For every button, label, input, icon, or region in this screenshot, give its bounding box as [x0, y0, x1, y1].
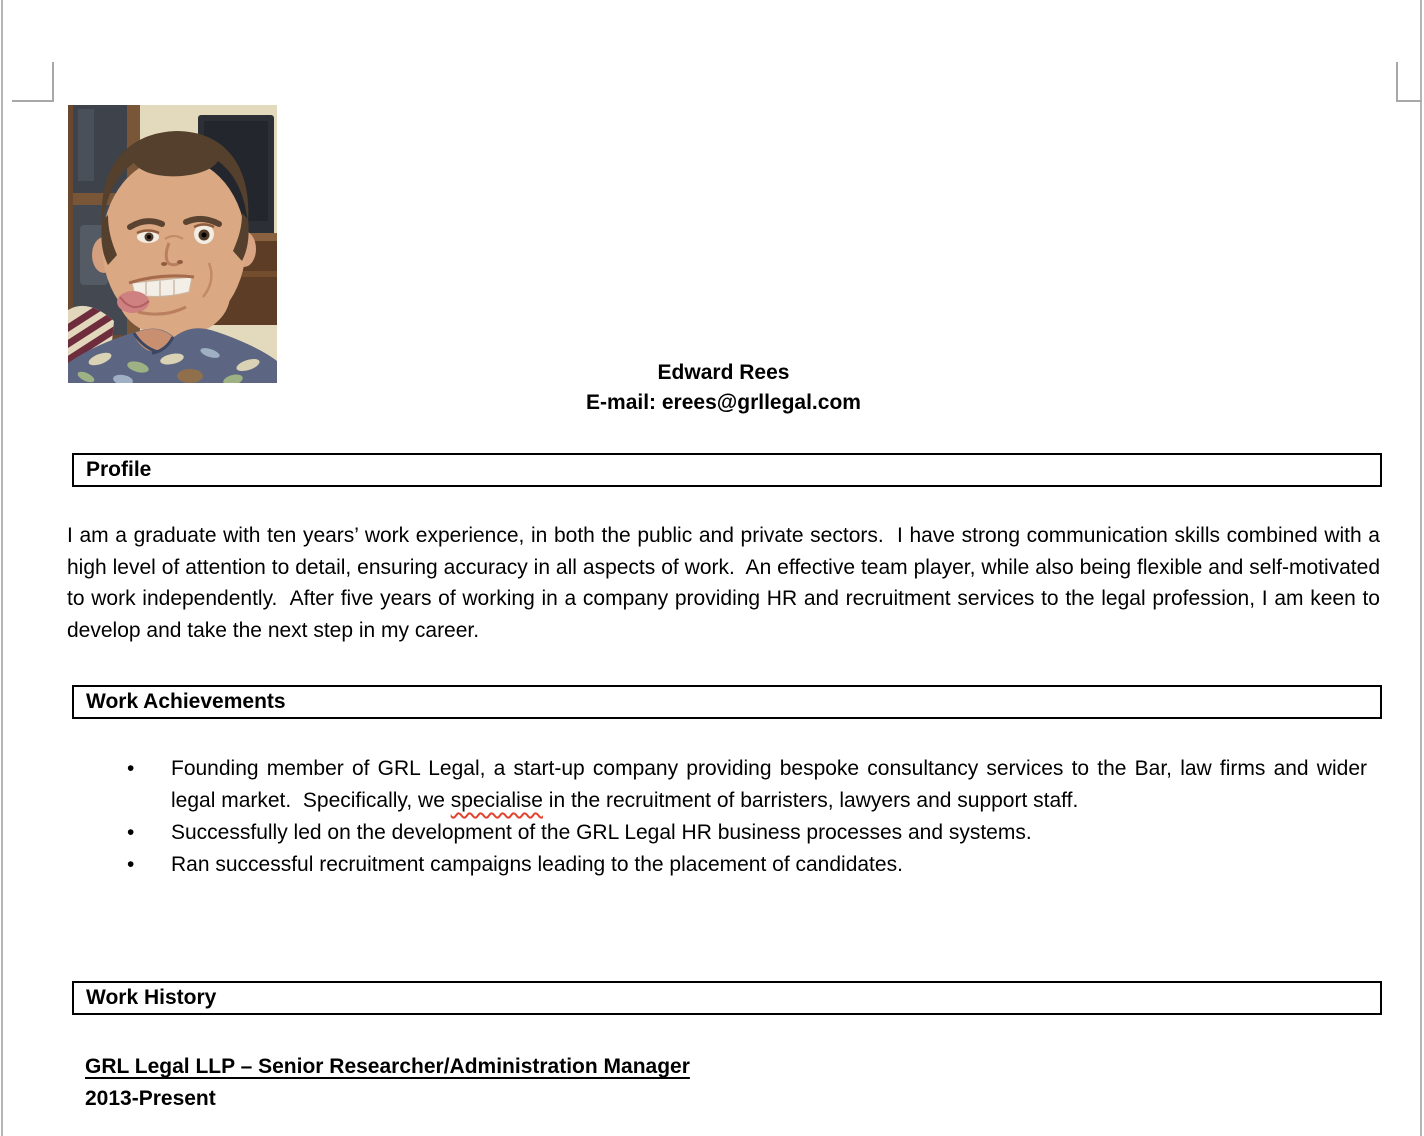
job-dates[interactable]: 2013-Present [85, 1087, 216, 1110]
profile-photo[interactable] [68, 105, 277, 383]
section-title: Profile [86, 458, 152, 481]
document-header [67, 358, 1380, 418]
bullet-marker-icon: • [127, 757, 135, 780]
margin-crop-mark-left [12, 100, 54, 102]
margin-crop-mark-right [1396, 62, 1398, 102]
section-header-profile[interactable] [72, 453, 1382, 487]
bullet-item[interactable] [127, 753, 1367, 817]
bullet-item[interactable] [127, 817, 1367, 849]
candidate-name[interactable]: Edward Rees [657, 361, 790, 384]
bullet-text: Ran successful recruitment campaigns leading to the placement of candidates. [171, 853, 903, 876]
section-header-work-history[interactable] [72, 981, 1382, 1015]
bullet-text-post: in the recruitment of barristers, lawyers and support staff. [542, 789, 1079, 812]
bullet-text [171, 753, 1367, 817]
bullet-text-pre: Founding member of GRL Legal, a start-up company providing bespoke consultancy services to the Bar, law firms and wider legal market. Specifically, we [171, 757, 1367, 812]
margin-crop-mark-left [52, 62, 54, 102]
work-history-entry [85, 1051, 690, 1115]
bullet-text: Successfully led on the development of the GRL Legal HR business processes and systems. [171, 821, 1032, 844]
section-title: Work Achievements [86, 690, 286, 713]
bullet-marker-icon: • [127, 853, 135, 876]
bullet-list [127, 753, 1367, 881]
job-title[interactable]: GRL Legal LLP – Senior Researcher/Administration Manager [85, 1055, 690, 1078]
misspelled-word[interactable]: specialise [450, 789, 543, 812]
page-edge-right [1420, 0, 1422, 1136]
candidate-email[interactable]: E-mail: erees@grllegal.com [586, 391, 861, 414]
margin-crop-mark-right [1396, 100, 1422, 102]
section-header-work-achievements[interactable] [72, 685, 1382, 719]
bullet-item[interactable] [127, 849, 1367, 881]
bullet-marker-icon: • [127, 821, 135, 844]
profile-body-text[interactable]: I am a graduate with ten years’ work experience, in both the public and private sectors. I have strong communication skills combined with a high level of attention to detail, ensuring accuracy in all aspects of work. An effective team player, while also being flexible and self-motivated to work independently. After five years of working in a company providing HR and recruitment services to the legal profession, I am keen to develop and take the next step in my career. [67, 524, 1380, 642]
section-title: Work History [86, 986, 217, 1009]
page-edge-left [1, 0, 3, 1136]
